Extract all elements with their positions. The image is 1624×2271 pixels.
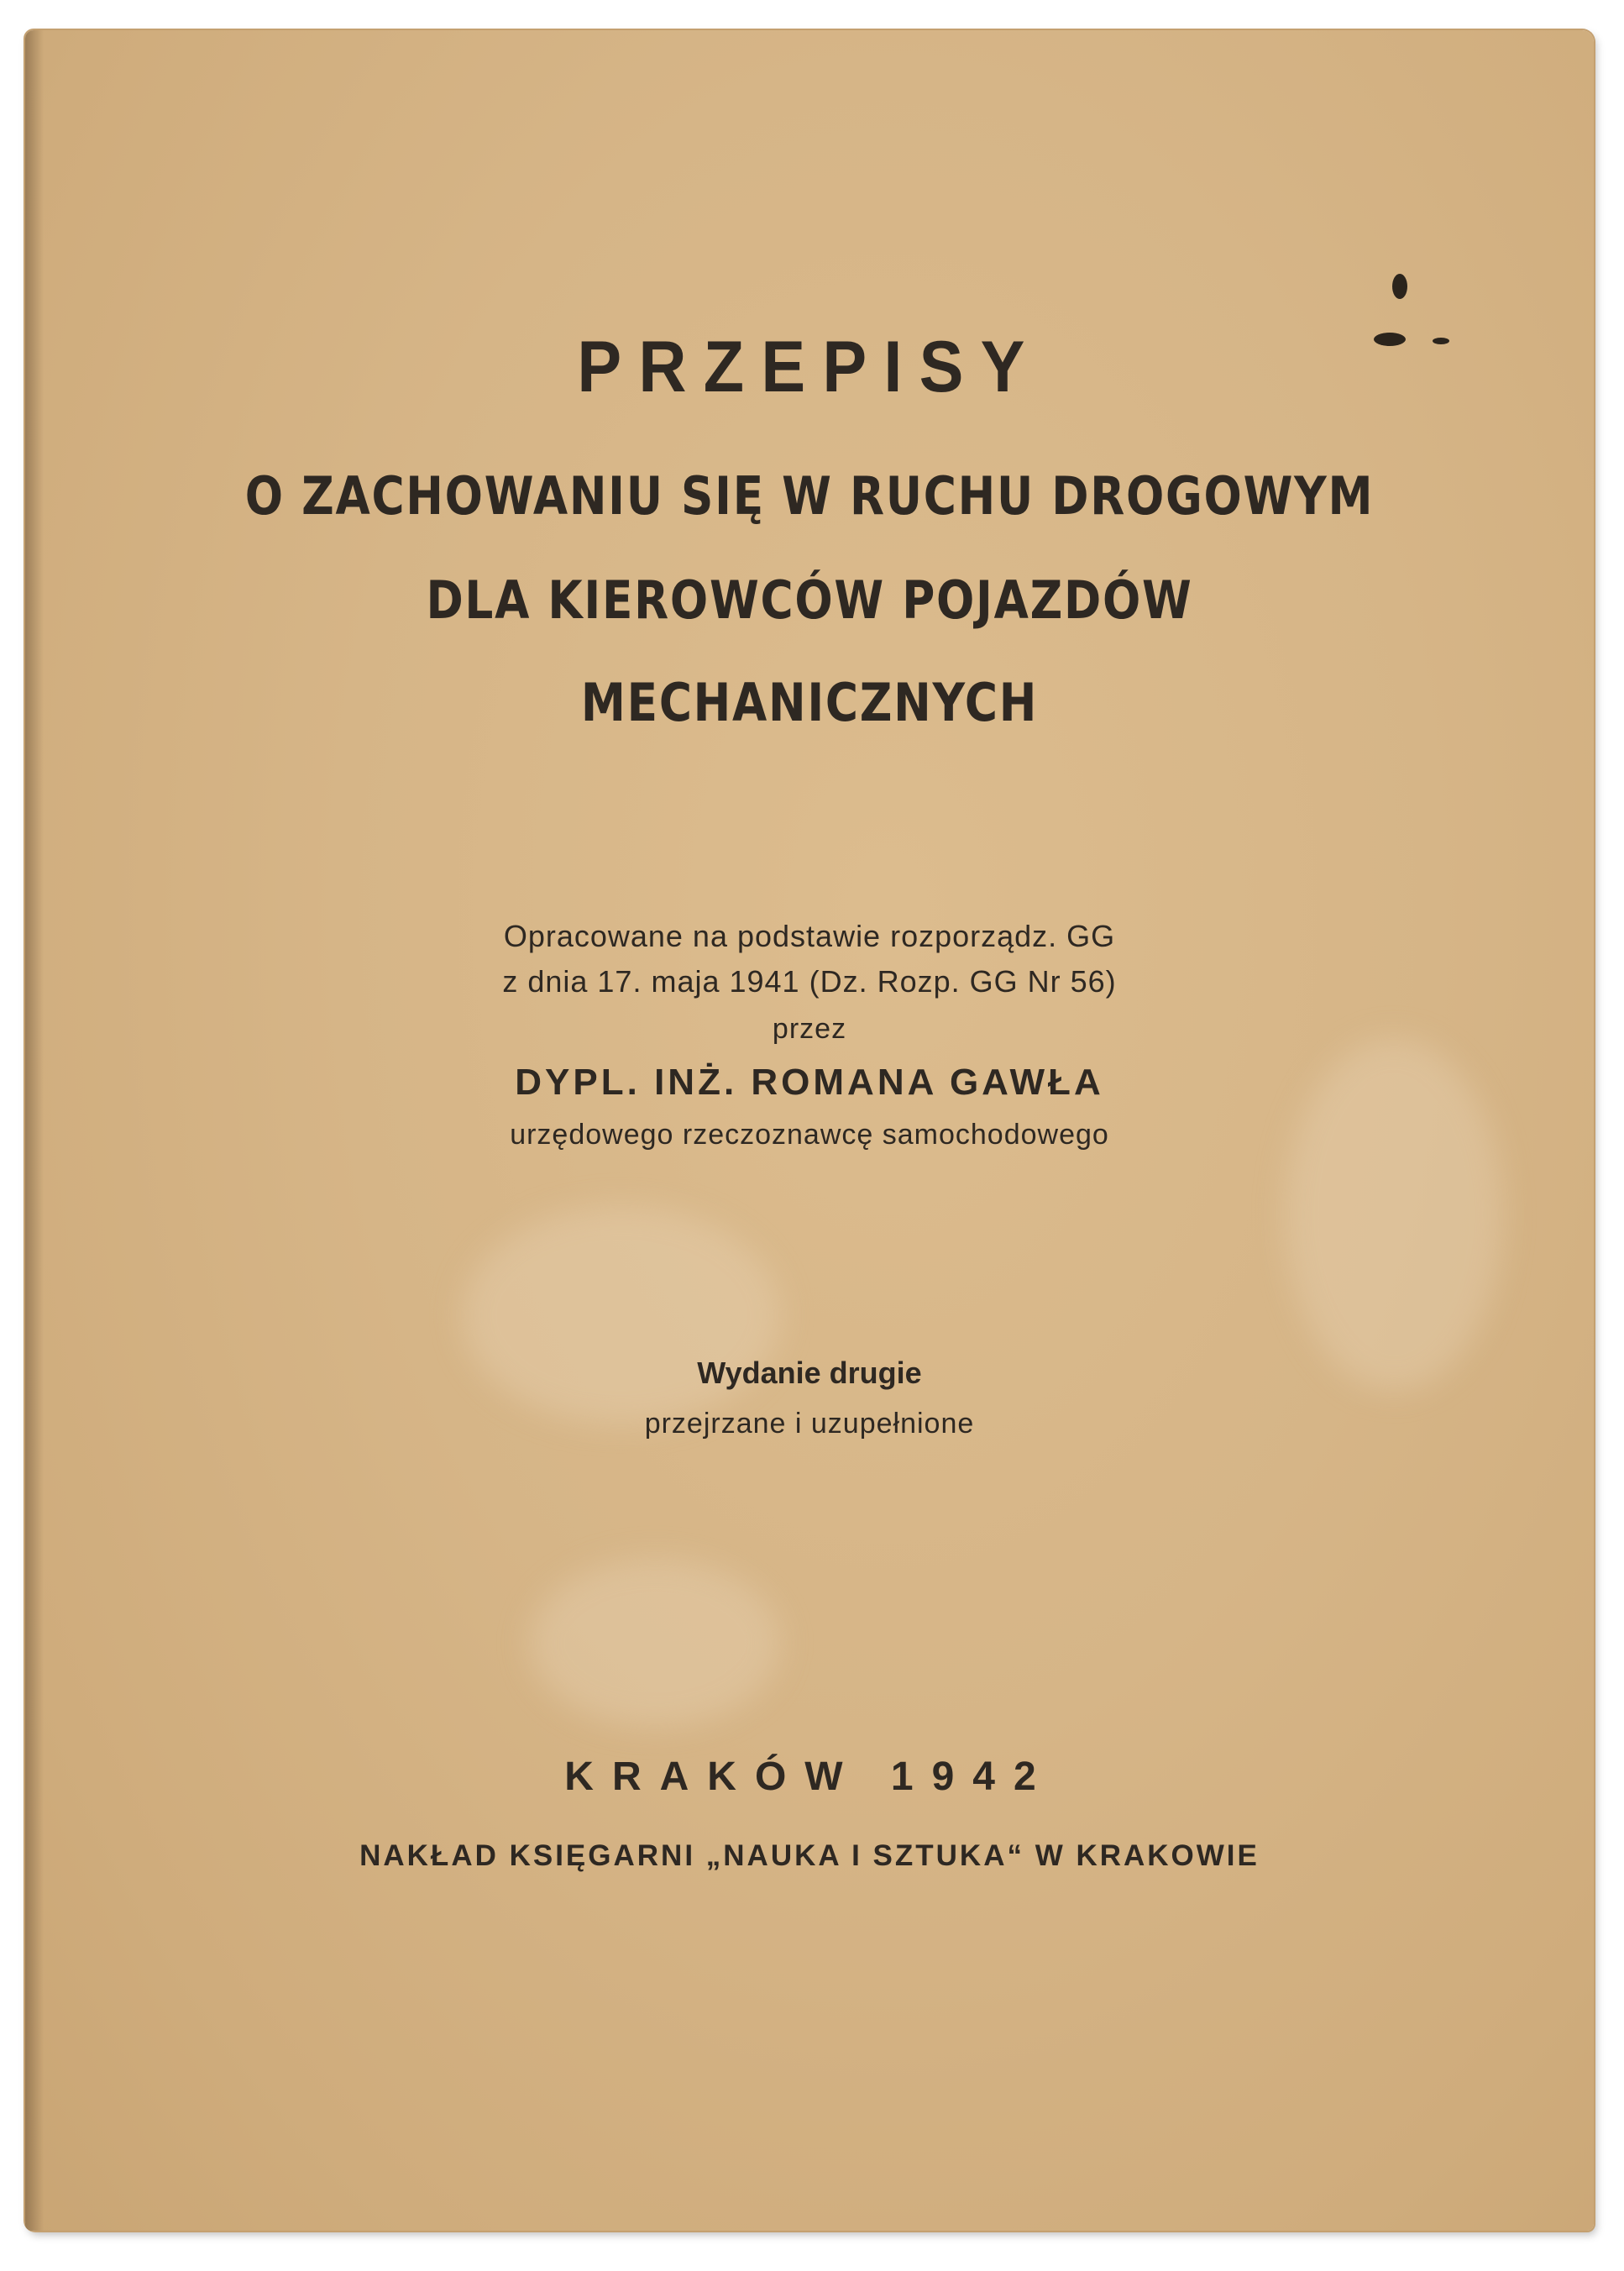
- edition-label: Wydanie drugie: [697, 1356, 922, 1390]
- basis-line-by: przez: [772, 1013, 847, 1045]
- paper-stain: [529, 1559, 781, 1727]
- cover-title: PRZEPISY: [577, 327, 1042, 407]
- basis-line-1: Opracowane na podstawie rozporządz. GG: [503, 919, 1116, 953]
- edition-note: przejrzane i uzupełnione: [644, 1408, 975, 1440]
- cover-subtitle-line-1: O ZACHOWANIU SIĘ W RUCHU DROGOWYM: [244, 465, 1375, 527]
- basis-line-2: z dnia 17. maja 1941 (Dz. Rozp. GG Nr 56): [502, 964, 1117, 999]
- book-cover: [25, 30, 1594, 2231]
- publisher-line: NAKŁAD KSIĘGARNI „NAUKA I SZTUKA“ W KRAKOWIE: [359, 1839, 1260, 1872]
- cover-subtitle-line-2: DLA KIEROWCÓW POJAZDÓW: [426, 569, 1193, 631]
- author-role: urzędowego rzeczoznawcę samochodowego: [510, 1119, 1109, 1151]
- author-name: DYPL. INŻ. ROMANA GAWŁA: [515, 1062, 1104, 1103]
- paper-stain: [462, 1206, 781, 1424]
- ink-speck: [1392, 274, 1407, 299]
- city-year: KRAKÓW 1942: [564, 1754, 1055, 1799]
- cover-subtitle-line-3: MECHANICZNYCH: [580, 672, 1039, 733]
